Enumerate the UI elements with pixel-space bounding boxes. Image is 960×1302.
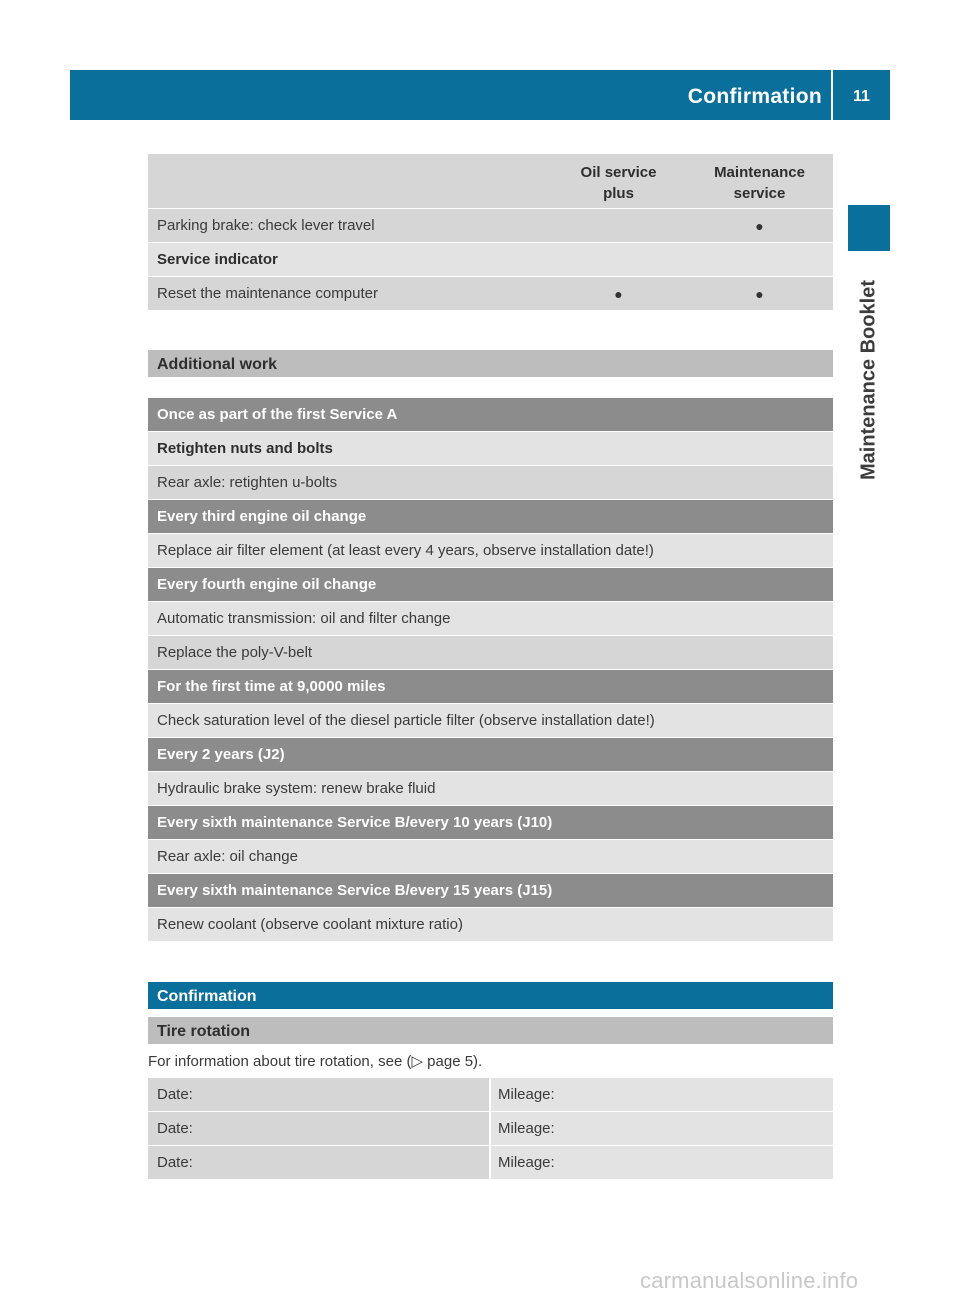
section-heading-confirmation: Confirmation — [148, 982, 833, 1009]
bullet-oil: ● — [614, 286, 623, 302]
group-heading: Once as part of the first Service A — [148, 398, 833, 432]
group-heading: Every third engine oil change — [148, 500, 833, 534]
row-label: Service indicator — [157, 251, 278, 268]
date-field: Date: — [148, 1146, 489, 1179]
column-header-oil-service: Oil service plus — [580, 164, 657, 202]
table-row: Renew coolant (observe coolant mixture ratio) — [148, 908, 833, 942]
table-row-heading — [148, 243, 833, 277]
mileage-field: Mileage: — [491, 1078, 833, 1111]
confirmation-table — [148, 1078, 833, 1180]
group-heading: Every 2 years (J2) — [148, 738, 833, 772]
side-tab-marker — [848, 205, 890, 251]
date-field: Date: — [148, 1078, 489, 1111]
table-row: Replace the poly-V-belt — [148, 636, 833, 670]
watermark: carmanualsonline.info — [640, 1268, 859, 1293]
group-heading: For the first time at 9,0000 miles — [148, 670, 833, 704]
page-title: Confirmation — [687, 85, 822, 108]
group-heading: Every fourth engine oil change — [148, 568, 833, 602]
column-header-maintenance-service: Maintenance service — [714, 164, 805, 202]
table-row: Rear axle: oil change — [148, 840, 833, 874]
row-label: Parking brake: check lever travel — [157, 217, 375, 234]
table-row: Hydraulic brake system: renew brake fluid — [148, 772, 833, 806]
row-label: Reset the maintenance computer — [157, 285, 378, 302]
page-number: 11 — [853, 88, 870, 105]
side-tab — [848, 260, 890, 500]
table-row — [148, 277, 833, 311]
date-field: Date: — [148, 1112, 489, 1145]
group-heading: Every sixth maintenance Service B/every 10 years (J10) — [148, 806, 833, 840]
subgroup-heading: Retighten nuts and bolts — [148, 432, 833, 466]
mileage-field: Mileage: — [491, 1146, 833, 1179]
table-row: Automatic transmission: oil and filter change — [148, 602, 833, 636]
confirmation-row — [148, 1146, 833, 1180]
table-row — [148, 209, 833, 243]
section-heading-additional-work: Additional work — [148, 350, 833, 377]
table-header-row — [148, 154, 833, 209]
subsection-heading-tire-rotation: Tire rotation — [148, 1017, 833, 1044]
confirmation-row — [148, 1112, 833, 1146]
mileage-field: Mileage: — [491, 1112, 833, 1145]
table-row: Check saturation level of the diesel particle filter (observe installation date!) — [148, 704, 833, 738]
side-tab-label: Maintenance Booklet — [857, 279, 880, 481]
bullet-maintenance: ● — [755, 218, 764, 234]
group-heading: Every sixth maintenance Service B/every 15 years (J15) — [148, 874, 833, 908]
confirmation-row — [148, 1078, 833, 1112]
bullet-maintenance: ● — [755, 286, 764, 302]
table-row: Replace air filter element (at least every 4 years, observe installation date!) — [148, 534, 833, 568]
tire-rotation-reference: For information about tire rotation, see (▷ page 5). — [148, 1053, 483, 1070]
additional-work-table — [148, 398, 833, 942]
table-row: Rear axle: retighten u-bolts — [148, 466, 833, 500]
service-table — [148, 154, 833, 311]
